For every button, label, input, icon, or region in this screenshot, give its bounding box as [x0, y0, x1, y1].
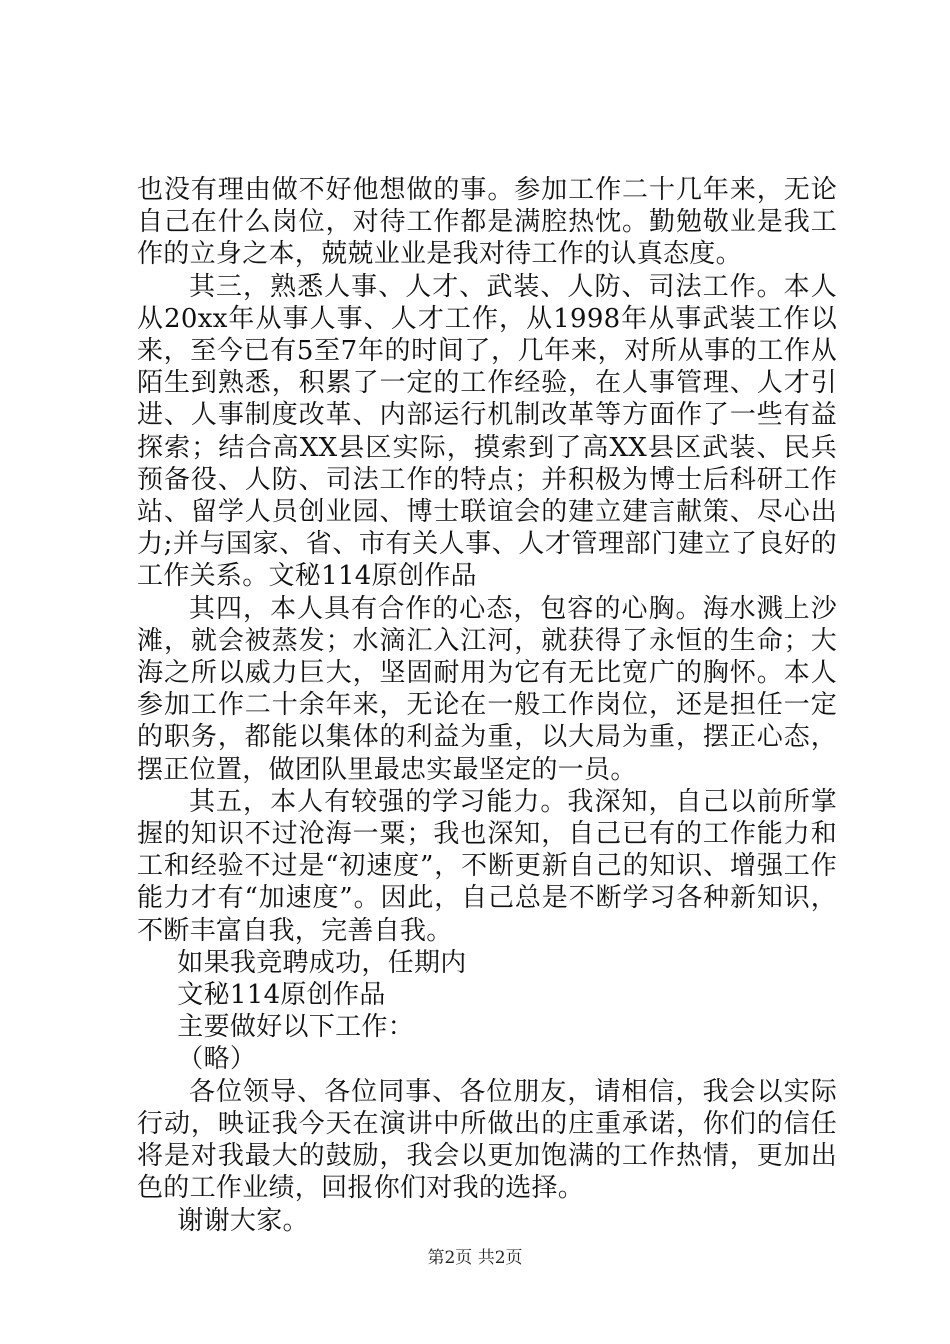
page-number-footer: 第2页 共2页	[427, 1248, 523, 1268]
paragraph-thanks: 谢谢大家。	[177, 1205, 309, 1236]
paragraph-closing-pledge: 各位领导、各位同事、各位朋友，请相信，我会以实际行动，映证我今天在演讲中所做出的庄重承诺，你们的信任将是对我最大的鼓励，我会以更加饱满的工作热情，更加出色的工作业绩，回报你们对我的选择。	[137, 1076, 837, 1204]
paragraph-source-note: 文秘114原创作品	[177, 980, 386, 1011]
paragraph-if-successful: 如果我竞聘成功，任期内	[177, 947, 467, 978]
paragraph-point-three: 其三，熟悉人事、人才、武装、人防、司法工作。本人从20xx年从事人事、人才工作，从1998年从事武装工作以来，至今已有5至7年的时间了，几年来，对所从事的工作从陌生到熟悉，积累了一定的工作经验，在人事管理、人才引进、人事制度改革、内部运行机制改革等方面作了一些有益探索；结合高XX县区实际，摸索到了高XX县区武装、民兵预备役、人防、司法工作的特点；并积极为博士后科研工作站、留学人员创业园、博士联谊会的建立建言献策、尽心出力;并与国家、省、市有关人事、人才管理部门建立了良好的工作关系。文秘114原创作品	[137, 271, 837, 592]
paragraph-main-work: 主要做好以下工作：	[177, 1012, 414, 1043]
paragraph-omitted: （略）	[177, 1044, 257, 1075]
paragraph-point-four: 其四，本人具有合作的心态，包容的心胸。海水溅上沙滩，就会被蒸发；水滴汇入江河，就获得了永恒的生命；大海之所以威力巨大，坚固耐用为它有无比宽广的胸怀。本人参加工作二十余年来，无论在一般工作岗位，还是担任一定的职务，都能以集体的利益为重，以大局为重，摆正心态，摆正位置，做团队里最忠实最坚定的一员。	[137, 593, 837, 785]
document-body	[137, 174, 837, 1237]
paragraph-continuation: 也没有理由做不好他想做的事。参加工作二十几年来，无论自己在什么岗位，对待工作都是满腔热忱。勤勉敬业是我工作的立身之本，兢兢业业是我对待工作的认真态度。	[137, 175, 837, 270]
paragraph-point-five: 其五，本人有较强的学习能力。我深知，自己以前所掌握的知识不过沧海一粟；我也深知，自己已有的工作能力和工和经验不过是“初速度”，不断更新自己的知识、增强工作能力才有“加速度”。因此，自己总是不断学习各种新知识，不断丰富自我，完善自我。	[137, 786, 837, 946]
